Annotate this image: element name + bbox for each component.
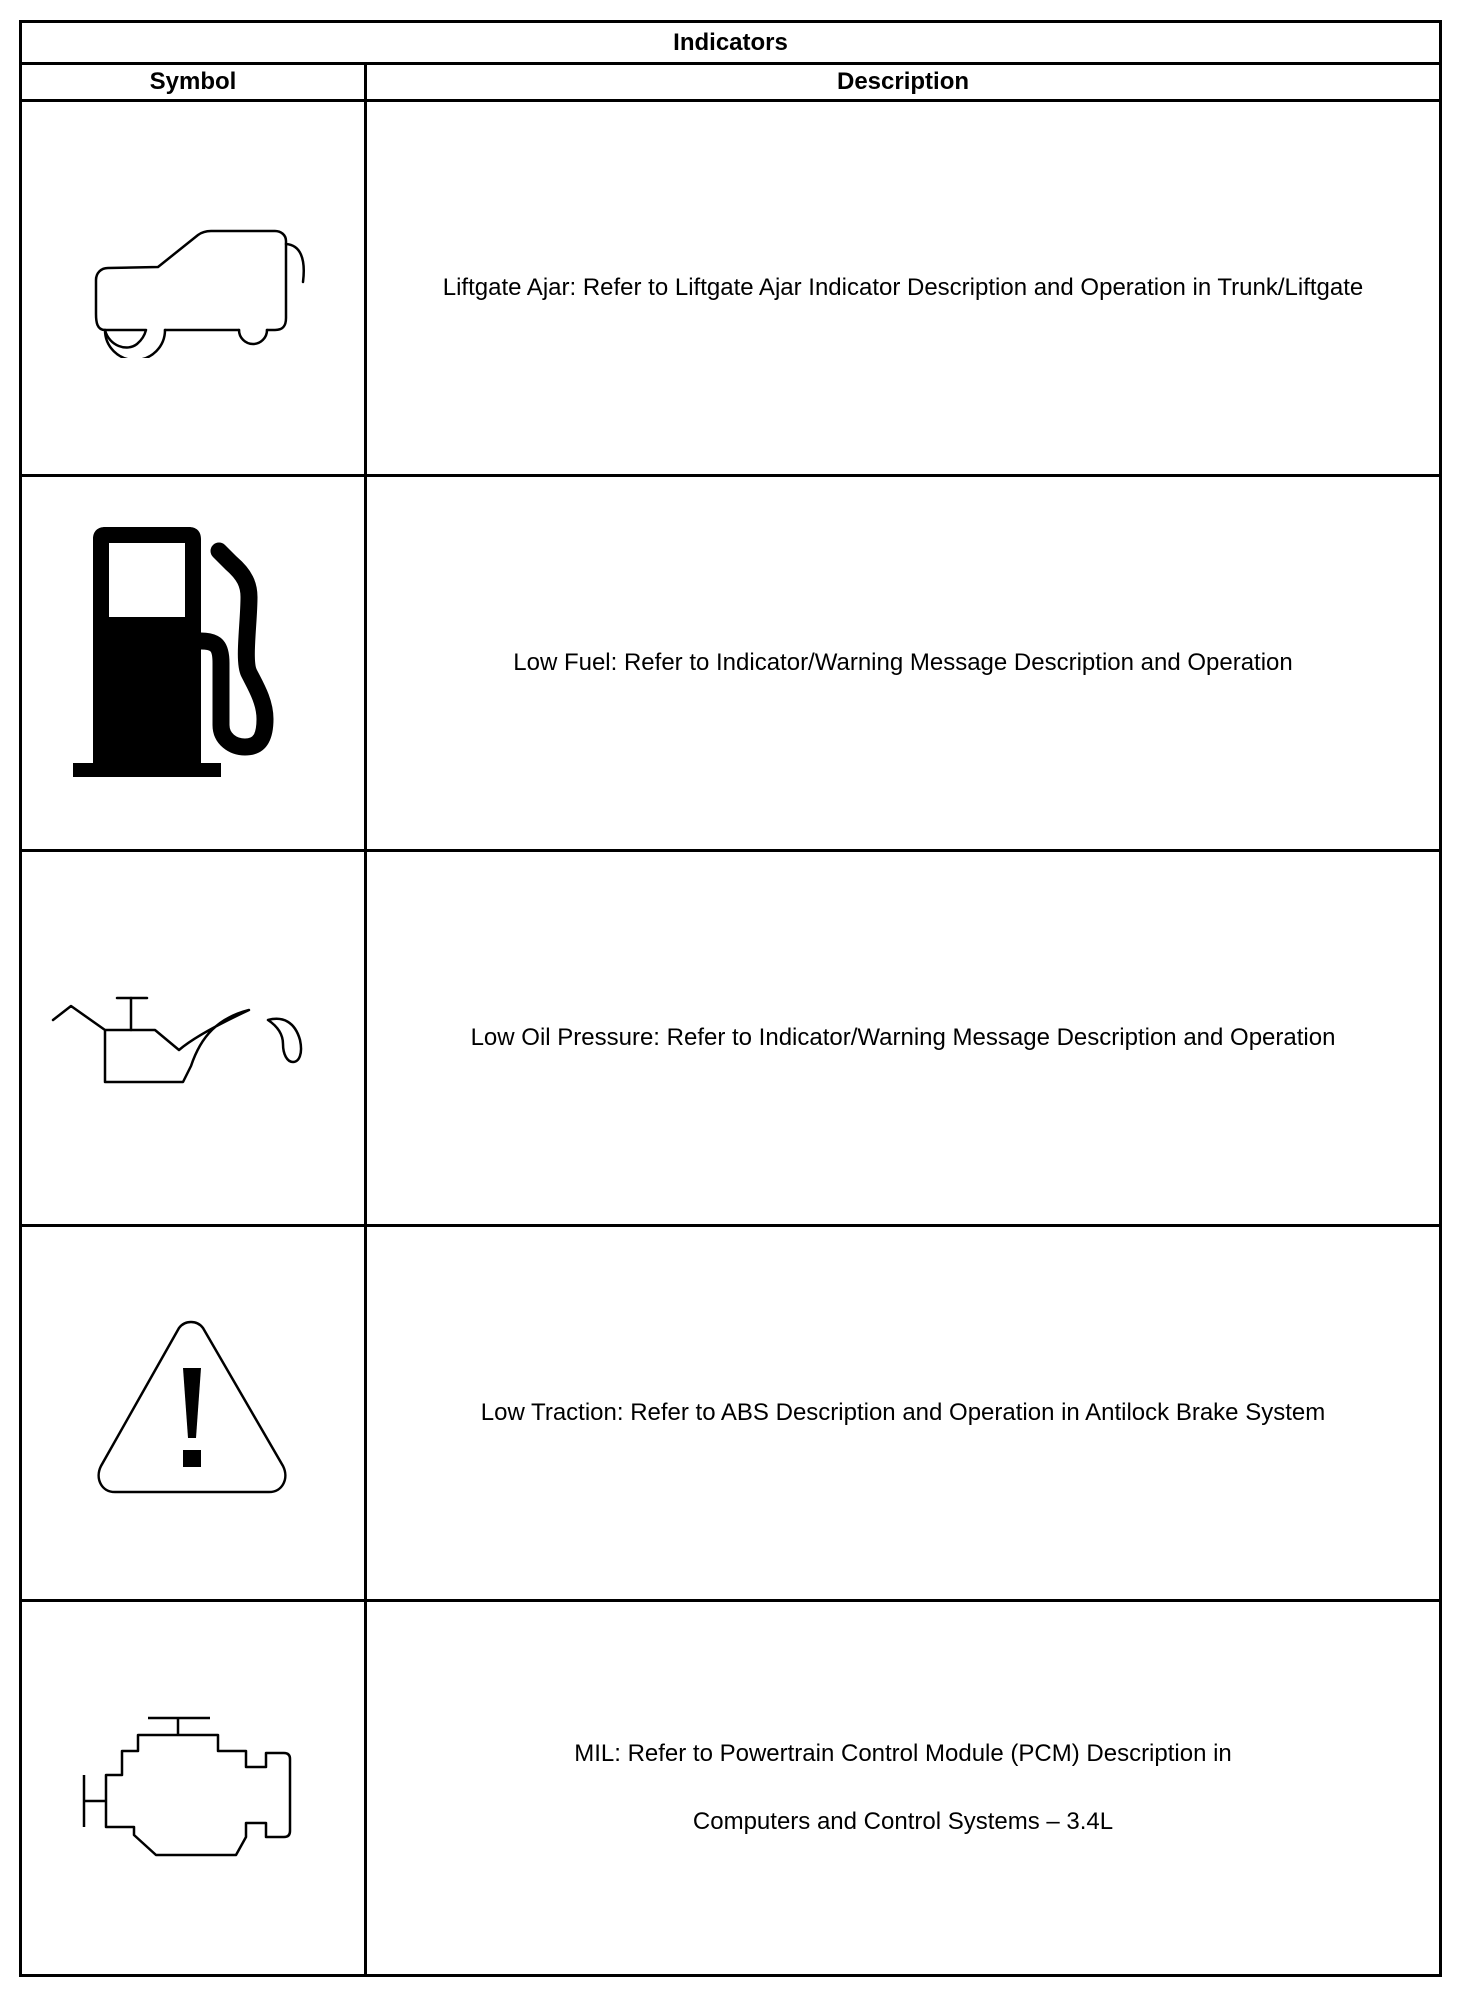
description-line-1: MIL: Refer to Powertrain Control Module (PCM) Description in [574,1740,1232,1768]
table-row [21,476,1441,851]
symbol-cell [21,101,366,476]
liftgate-ajar-icon [63,218,323,358]
symbol-cell [21,1601,366,1976]
description-cell: Low Fuel: Refer to Indicator/Warning Message Description and Operation [366,476,1441,851]
symbol-cell [21,1226,366,1601]
symbol-cell [21,851,366,1226]
table-row [21,1601,1441,1976]
description-cell [366,1601,1441,1976]
description-column-header: Description [366,64,1441,101]
table-row [21,1226,1441,1601]
engine-icon [78,1713,308,1863]
fuel-pump-icon [63,523,323,803]
oil-can-icon [43,978,343,1098]
description-cell: Low Traction: Refer to ABS Description and Operation in Antilock Brake System [366,1226,1441,1601]
warning-triangle-icon [93,1318,293,1508]
description-line-2: Computers and Control Systems – 3.4L [692,1808,1114,1835]
table-row [21,851,1441,1226]
symbol-cell [21,476,366,851]
description-cell: Low Oil Pressure: Refer to Indicator/Warning Message Description and Operation [366,851,1441,1226]
table-row [21,101,1441,476]
description-cell: Liftgate Ajar: Refer to Liftgate Ajar Indicator Description and Operation in Trunk/Liftgate [366,101,1441,476]
table-title: Indicators [21,22,1441,64]
indicators-table [19,20,1442,1977]
symbol-column-header: Symbol [21,64,366,101]
